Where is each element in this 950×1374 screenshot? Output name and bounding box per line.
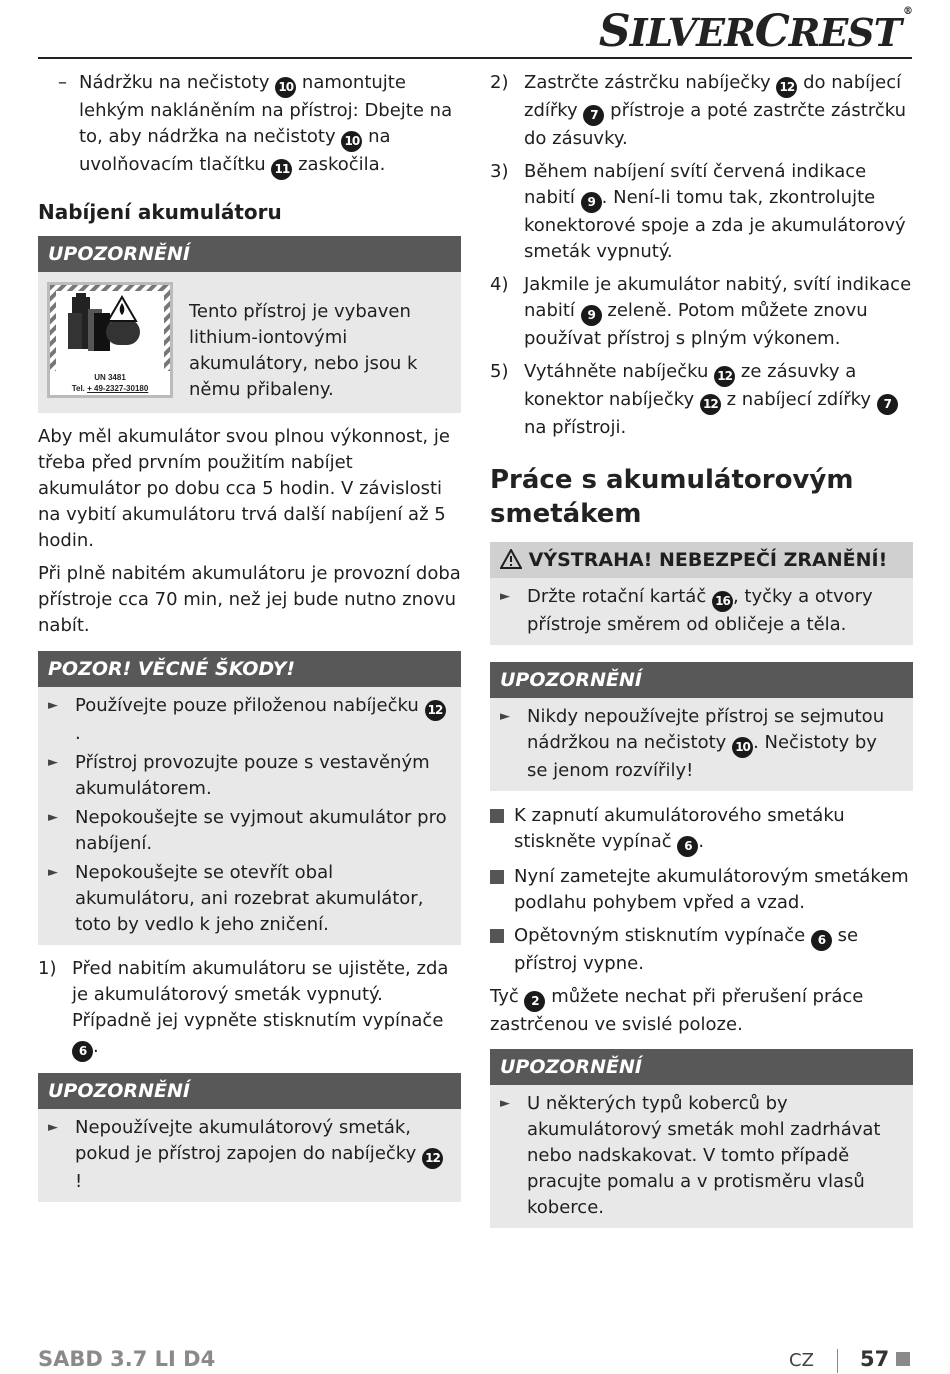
note-text: Tento přístroj je vybaven lithium-iontovými akumulátory, nebo jsou k němu přibaleny. <box>189 301 418 400</box>
footer-separator <box>837 1349 838 1373</box>
note-box-dust <box>490 662 913 791</box>
warning-triangle-icon <box>500 549 522 571</box>
step-1: 1) Před nabitím akumulátoru se ujistěte, zda je akumulátorový smeták vypnutý. Případně jej vypněte stisknutím vypínače 6 . <box>38 956 461 1062</box>
note-item: ► Nikdy nepoužívejte přístroj se sejmutou nádržkou na nečistoty 10 . Nečistoty by se jenom rozvířily! <box>500 706 885 781</box>
note-heading: UPOZORNĚNÍ <box>38 1073 461 1109</box>
footer-square-mark <box>896 1352 910 1366</box>
step-5: 5) Vytáhněte nabíječku 12 ze zásuvky a konektor nabíječky 12 z nabíjecí zdířky 7 na přístroji. <box>490 359 913 441</box>
caution-item: ► Přístroj provozujte pouze s vestavěným akumulátorem. <box>48 752 430 799</box>
note-box-battery <box>38 236 461 413</box>
note-heading: UPOZORNĚNÍ <box>490 1049 913 1085</box>
caution-heading: POZOR! VĚCNÉ ŠKODY! <box>38 651 461 687</box>
bullet-item: K zapnutí akumulátorového smetáku stiskněte vypínač 6 . <box>490 803 913 857</box>
paragraph-charging-time: Aby měl akumulátor svou plnou výkonnost, je třeba před prvním použitím nabíjet akumulátor po dobu cca 5 hodin. V závislosti na vybití akumulátoru trvá další nabíjení až 5 hodin. <box>38 426 450 551</box>
dash-list-item: – Nádržku na nečistoty 10 namontujte lehkým nakláněním na přístroj: Dbejte na to, aby nádržka na nečistoty 10 na uvolňovacím tlačítku 11 zaskočila. <box>38 70 461 180</box>
note-item: ► Nepoužívejte akumulátorový smeták, pokud je přístroj zapojen do nabíječky 12! <box>48 1115 447 1195</box>
note-box-carpet <box>490 1049 913 1228</box>
battery-fire-hazard-icon: UN 3481 Tel. + 49-2327-30180 <box>47 282 173 398</box>
warning-item: ► Držte rotační kartáč 16 , tyčky a otvory přístroje směrem od obličeje a těla. <box>500 586 873 635</box>
page-number: 57 <box>860 1347 890 1371</box>
step-2: 2) Zastrčte zástrčku nabíječky 12 do nabíjecí zdířky 7 přístroje a poté zastrčte zástrčku do zásuvky. <box>490 72 907 149</box>
warning-box-injury <box>490 542 913 645</box>
caution-item: ► Nepokoušejte se vyjmout akumulátor pro nabíjení. <box>48 807 447 854</box>
step-4: 4) Jakmile je akumulátor nabitý, svítí indikace nabití 9 zeleně. Potom můžete znovu používat přístroj s plným výkonem. <box>490 274 912 349</box>
section-title-working: Práce s akumulátorovým smetákem <box>490 465 854 529</box>
paragraph-handle: Tyč 2 můžete nechat při přerušení práce zastrčenou ve svislé poloze. <box>490 986 864 1035</box>
note-item: ► U některých typů koberců by akumulátorový smeták mohl zadrhávat nebo nadskakovat. V tomto případě pracujte pomalu a v protisměru vlasů koberce. <box>500 1093 881 1218</box>
caution-item: ► Používejte pouze přiloženou nabíječku 12. <box>48 693 447 747</box>
caution-item: ► Nepokoušejte se otevřít obal akumulátoru, ani rozebrat akumulátor, toto by vedlo k jeho zničení. <box>48 862 424 935</box>
bullet-item: Nyní zametejte akumulátorovým smetákem podlahu pohybem vpřed a vzad. <box>490 864 913 916</box>
bullet-item: Opětovným stisknutím vypínače 6 se přístroj vypne. <box>490 923 913 977</box>
note-heading: UPOZORNĚNÍ <box>490 662 913 698</box>
section-title-charging: Nabíjení akumulátoru <box>38 200 282 224</box>
note-heading: UPOZORNĚNÍ <box>38 236 461 272</box>
footer-language: CZ <box>789 1350 814 1371</box>
paragraph-operating-time: Při plně nabitém akumulátoru je provozní doba přístroje cca 70 min, než jej bude nutno znovu nabít. <box>38 563 461 636</box>
header-rule <box>38 57 912 59</box>
right-column <box>490 70 913 1228</box>
caution-box-damage <box>38 651 461 945</box>
brand-logo: SILVERCREST ® <box>598 6 912 57</box>
step-3: 3) Během nabíjení svítí červená indikace nabití 9 . Není-li tomu tak, zkontrolujte konektorové spoje a zda je akumulátorový smeták vypnutý. <box>490 161 906 262</box>
footer-model: SABD 3.7 LI D4 <box>38 1347 216 1371</box>
left-column <box>38 70 461 1202</box>
warning-heading: VÝSTRAHA! NEBEZPEČÍ ZRANĚNÍ! <box>490 542 913 578</box>
note-box-charger <box>38 1073 461 1202</box>
